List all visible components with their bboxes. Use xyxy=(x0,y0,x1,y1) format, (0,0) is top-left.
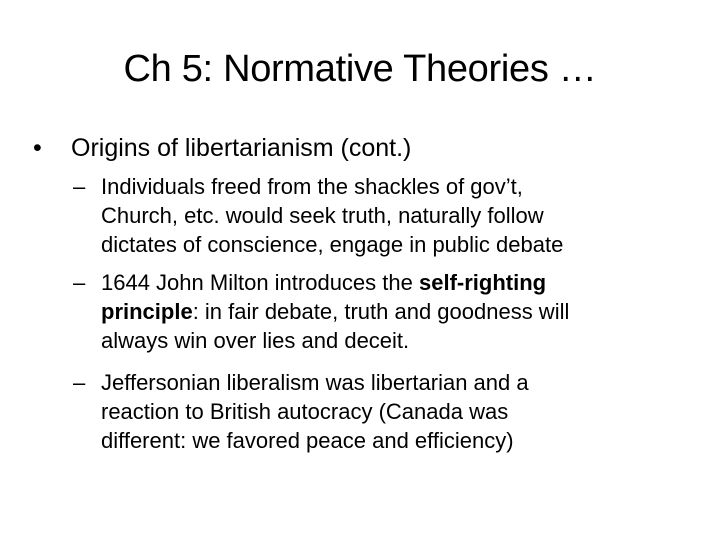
text-line: reaction to British autocracy (Canada was xyxy=(101,399,509,424)
sub-bullet-marker: – xyxy=(73,174,86,199)
text-segment: 1644 John Milton introduces the xyxy=(101,270,419,295)
sub-bullet-marker: – xyxy=(73,270,86,295)
text-line xyxy=(101,297,681,326)
sub-bullet-text xyxy=(101,368,681,455)
text-line: Jeffersonian liberalism was libertarian and a xyxy=(101,370,529,395)
slide-title: Ch 5: Normative Theories … xyxy=(123,48,597,90)
text-line: different: we favored peace and efficiency) xyxy=(101,428,514,453)
bullet-marker: • xyxy=(33,134,42,162)
text-segment: : in fair debate, truth and goodness will xyxy=(192,299,570,324)
text-line: Church, etc. would seek truth, naturally follow xyxy=(101,203,544,228)
text-line xyxy=(101,268,681,297)
sub-bullet-text xyxy=(101,172,681,259)
text-line: Individuals freed from the shackles of gov’t, xyxy=(101,174,523,199)
text-line: always win over lies and deceit. xyxy=(101,328,410,353)
text-line: dictates of conscience, engage in public debate xyxy=(101,232,564,257)
bullet-text: Origins of libertarianism (cont.) xyxy=(71,134,412,162)
bold-term: principle xyxy=(101,299,193,324)
bold-term: self-righting xyxy=(418,270,547,295)
sub-bullet-marker: – xyxy=(73,370,86,395)
sub-bullet-text xyxy=(101,268,681,355)
